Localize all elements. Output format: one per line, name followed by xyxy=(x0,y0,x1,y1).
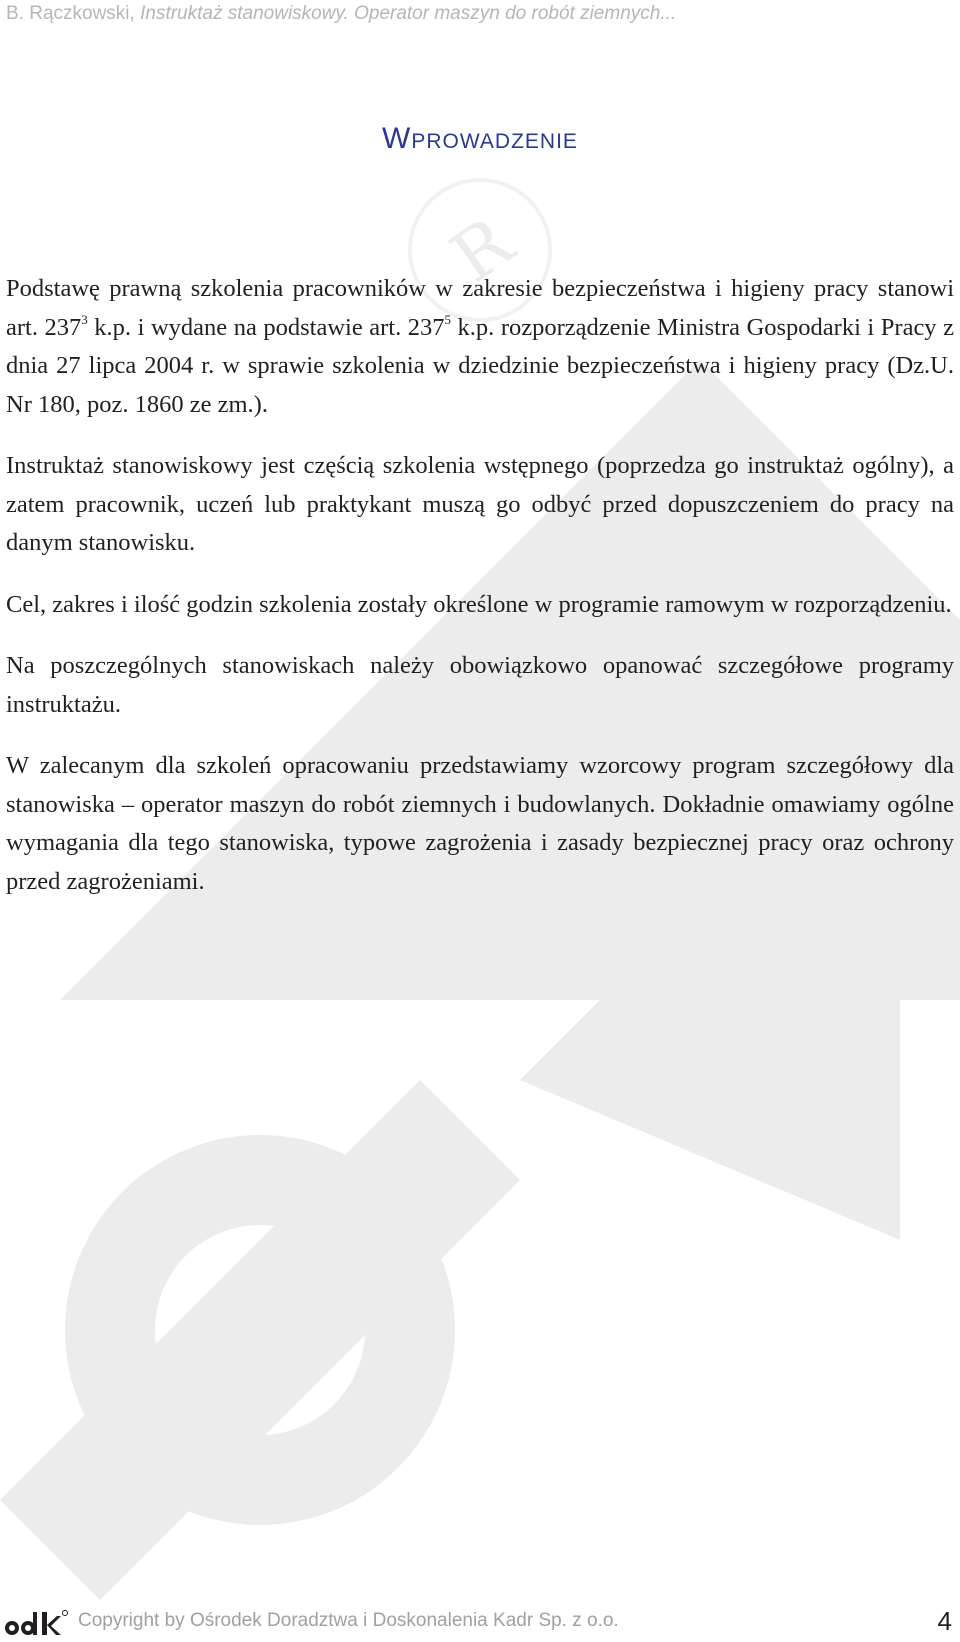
paragraph-legal-basis xyxy=(6,270,954,424)
header-book-title: Instruktaż stanowiskowy. Operator maszyn do robót ziemnych... xyxy=(140,3,677,24)
p1-part-a: Podstawę prawną szkolenia pracowników w zakresie bezpieczeństwa i higieny pracy stanowi art. 237 xyxy=(6,275,954,341)
paragraph-positions: Na poszczególnych stanowiskach należy obowiązkowo opanować szczegółowe programy instruktażu. xyxy=(6,652,954,718)
p1-superscript-2: 5 xyxy=(444,311,451,327)
running-header xyxy=(6,0,946,28)
page-footer xyxy=(0,1604,960,1642)
paragraph-scope: Cel, zakres i ilość godzin szkolenia zostały określone w programie ramowym w rozporządzeniu. xyxy=(6,590,952,618)
page-title: Wprowadzenie xyxy=(382,122,578,155)
paragraph-program: W zalecanym dla szkoleń opracowaniu przedstawiamy wzorcowy program szczegółowy dla stanowiska – operator maszyn do robót ziemnych i budowlanych. Dokładnie omawiamy ogólne wymagania dla tego stanowiska, typowe zagrożenia i zasady bezpiecznej pracy oraz ochrony przed zagrożeniami. xyxy=(6,752,954,895)
paragraph-instruction-type: Instruktaż stanowiskowy jest częścią szkolenia wstępnego (poprzedza go instruktaż ogólny), a zatem pracownik, uczeń lub praktykant muszą go odbyć przed dopuszczeniem do pracy na danym stanowisku. xyxy=(6,452,954,556)
p1-superscript-1: 3 xyxy=(81,311,88,327)
watermark-mark: R xyxy=(436,201,527,299)
odk-logo xyxy=(4,1608,68,1638)
header-author: B. Rączkowski, xyxy=(6,3,135,24)
p1-part-c: k.p. rozporządzenie Ministra Gospodarki i Pracy z dnia 27 lipca 2004 r. w sprawie szkolenia w dziedzinie bezpieczeństwa i higieny pracy (Dz.U. Nr 180, poz. 1860 ze zm.). xyxy=(6,313,954,418)
page-number: 4 xyxy=(937,1606,952,1636)
copyright-text: Copyright by Ośrodek Doradztwa i Doskonalenia Kadr Sp. z o.o. xyxy=(78,1610,619,1631)
body-text xyxy=(6,270,954,924)
p1-part-b: k.p. i wydane na podstawie art. 237 xyxy=(87,313,445,341)
